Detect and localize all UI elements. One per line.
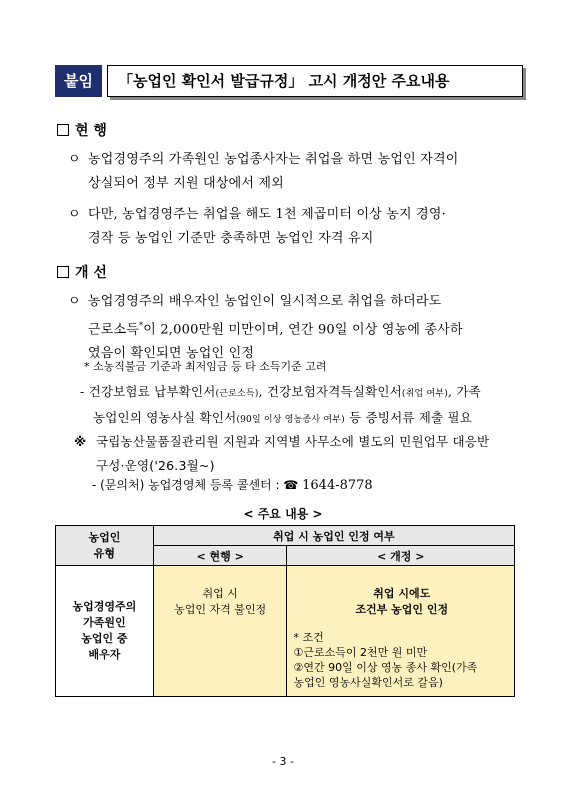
condition-title: * 조건 — [293, 631, 324, 644]
circle-bullet-icon: ㅇ — [68, 152, 81, 167]
phone-icon: ☎ — [283, 478, 299, 492]
reference-note: ※ 국립농산물품질관리원 지원과 지역별 사무소에 별도의 민원업무 대응반 구성·운영('26.3월~) — [74, 430, 534, 478]
circle-bullet-icon: ㅇ — [68, 294, 81, 309]
checkbox-square-icon — [57, 266, 69, 278]
current-bullet-1: ㅇ 농업경영주의 가족원인 농업종사자는 취업을 하면 농업인 자격이 상실되어 정부 지원 대상에서 제외 — [68, 148, 528, 196]
table-caption: < 주요 내용 > — [243, 507, 323, 521]
title-bar — [55, 65, 515, 97]
circle-bullet-icon: ㅇ — [68, 207, 81, 222]
improvement-bullet-1: ㅇ 농업경영주의 배우자인 농업인이 일시적으로 취업을 하더라도 근로소득*이 2,000만원 미만이며, 연간 90일 이상 영농에 종사하 였음이 확인되면 농업인 인정 — [68, 290, 528, 366]
attachment-badge: 붙임 — [55, 65, 102, 97]
contact-line: - (문의처) 농업경영체 등록 콜센터 : ☎ 1644-8778 — [92, 478, 373, 493]
table-header-recognition: 취업 시 농업인 인정 여부 — [153, 526, 514, 546]
income-footnote: * 소농직불금 기준과 최저임금 등 타 소득기준 고려 — [84, 360, 327, 373]
table-cell-current: 취업 시 농업인 자격 불인정 — [153, 566, 287, 697]
current-bullet-2: ㅇ 다만, 농업경영주는 취업을 해도 1천 제곱미터 이상 농지 경영· 경작 등 농업인 기준만 충족하면 농업인 자격 유지 — [68, 203, 528, 251]
document-requirement: - 건강보험료 납부확인서(근로소득), 건강보험자격득실확인서(취업 여부), 가족 농업인의 영농사실 확인서(90일 이상 영농종사 여부) 등 증빙서류 제출 필요 — [80, 384, 481, 425]
document-title: 「농업인 확인서 발급규정」 고시 개정안 주요내용 — [107, 65, 523, 97]
table-row-type: 농업경영주의 가족원인 농업인 중 배우자 — [56, 566, 154, 697]
table-header-revised: < 개정 > — [287, 546, 515, 566]
page-number: - 3 - — [272, 755, 294, 768]
table-header-farmer-type: 농업인 유형 — [56, 526, 154, 566]
condition-2: ②연간 90일 이상 영농 종사 확인(가족 농업인 영농사실확인서로 갈음) — [293, 661, 478, 689]
main-content-table — [55, 525, 515, 697]
section-improvement-heading: 개 선 — [57, 262, 107, 282]
revised-headline: 취업 시에도 조건부 농업인 인정 — [355, 587, 449, 616]
condition-1: ①근로소득이 2천만 원 미만 — [293, 646, 428, 659]
table-header-current: < 현행 > — [153, 546, 287, 566]
checkbox-square-icon — [57, 124, 69, 136]
section-current-heading: 현 행 — [57, 120, 107, 140]
reference-mark-icon: ※ — [74, 434, 87, 449]
table-cell-revised — [287, 566, 515, 697]
